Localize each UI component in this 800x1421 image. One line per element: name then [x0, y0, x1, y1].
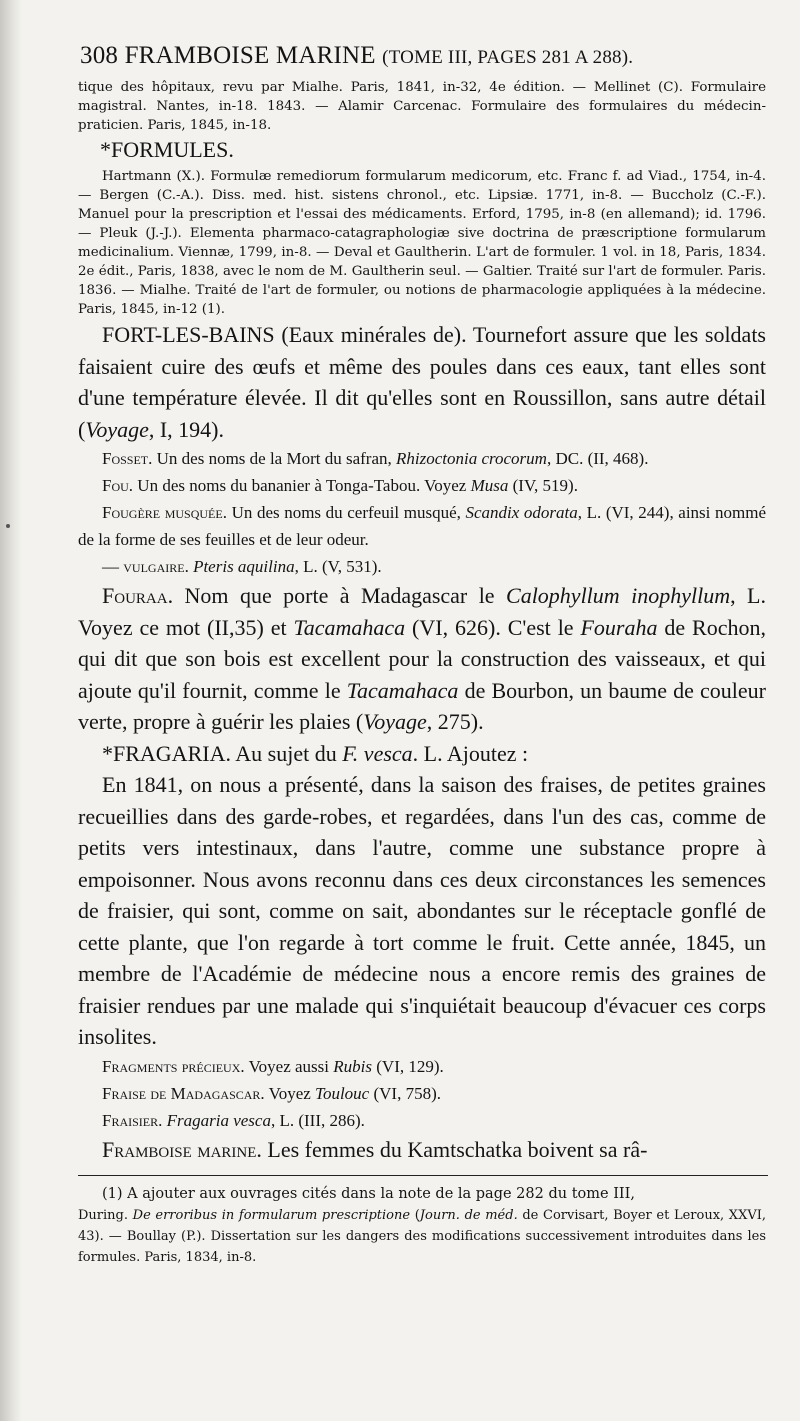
book-spine-shadow [0, 0, 22, 1421]
entry-fraisier: Fraisier. Fragaria vesca, L. (III, 286). [102, 1110, 365, 1130]
footnote-first-line: (1) A ajouter aux ouvrages cités dans la note de la page 282 du tome III, [102, 1186, 635, 1202]
entry-fraise-de-madagascar: Fraise de Madagascar. Voyez Toulouc (VI, 758). [102, 1083, 441, 1103]
header-title: FRAMBOISE MARINE [124, 42, 376, 69]
entry-fouraa: Fouraa. Nom que porte à Madagascar le Calophyllum inophyllum, L. Voyez ce mot (II,35) et Tacamahaca (VI, 626). C'est le Fouraha de Rochon, qui dit que son bois est excellent pour la construction des vaisseaux, et qui ajoute qu'il fournit, comme le Tacamahaca de Bourbon, un baume de couleur verte, propre à guérir les plaies (Voyage, 275). [78, 583, 767, 734]
entry-fragaria: *FRAGARIA. Au sujet du F. vesca. L. Ajoutez : [102, 740, 529, 766]
entry-lead: FORT-LES-BAINS [102, 322, 275, 347]
margin-mark [6, 524, 10, 528]
header-reference: (TOME III, PAGES 281 A 288). [382, 47, 634, 68]
entry-fragments-precieux: Fragments précieux. Voyez aussi Rubis (VI, 129). [102, 1056, 444, 1076]
entry-fougere-musquee: Fougère musquée. Un des noms du cerfeuil musqué, Scandix odorata, L. (VI, 244), ainsi nommé de la forme de ses feuilles et de leur odeur. [78, 503, 766, 549]
entry-fort-les-bains: FORT-LES-BAINS (Eaux minérales de). Tournefort assure que les soldats faisaient cuire des œufs et même des poules dans ces eaux, tant elles sont d'une température élevée. Il dit qu'elles sont en Roussillon, sans autre détail (Voyage, I, 194). [78, 322, 766, 442]
entry-fosset: Fosset. Un des noms de la Mort du safran, Rhizoctonia crocorum, DC. (II, 468). [102, 449, 649, 468]
entry-fougere-vulgaire: — vulgaire. Pteris aquilina, L. (V, 531). [102, 557, 382, 576]
section-heading-formules: *FORMULES. [100, 137, 234, 162]
formules-bibliography: Hartmann (X.). Formulæ remediorum formularum medicorum, etc. Franc f. ad Viad., 1754, in-4. — Bergen (C.-A.). Diss. med. hist. sistens chronol., etc. Lipsiæ. 1771, in-8. — Buccholz (C.-F.). Manuel pour la prescription et l'essai des médicaments. Erford, 1795, in-8 (en allemand); id. 1796. — Pleuk (J.-J.). Elementa pharmaco-catagraphologiæ sive doctrina de præscriptione formularum medicinalium. Viennæ, 1799, in-8. — Deval et Gaultherin. L'art de formuler. 1 vol. in 18, Paris, 1834. 2e édit., Paris, 1838, avec le nom de M. Gaultherin seul. — Galtier. Traité sur l'art de formuler. Paris. 1836. — Mialhe. Traité de l'art de formuler, ou notions de pharmacologie appliquées à la médecine. Paris, 1845, in-12 (1). [78, 169, 766, 317]
running-header [80, 40, 766, 74]
footnote-body: During. De erroribus in formularum prescriptione (Journ. de méd. de Corvisart, Boyer et Leroux, XXVI, 43). — Boullay (P.). Dissertation sur les dangers des modifications successivement introduites dans les formules. Paris, 1834, in-8. [78, 1208, 766, 1265]
entry-framboise-marine: Framboise marine. Les femmes du Kamtschatka boivent sa râ- [102, 1136, 648, 1162]
footnote-divider [78, 1175, 768, 1176]
page-number: 308 [80, 42, 119, 69]
entry-fou: Fou. Un des noms du bananier à Tonga-Tabou. Voyez Musa (IV, 519). [102, 476, 578, 495]
footnote [78, 1184, 766, 1268]
continued-paragraph: tique des hôpitaux, revu par Mialhe. Paris, 1841, in-32, 4e édition. — Mellinet (C). Formulaire magistral. Nantes, in-18. 1843. — Alamir Carcenac. Formulaire des formulaires du médecin-praticien. Paris, 1845, in-18. [78, 80, 766, 133]
fragaria-body: En 1841, on nous a présenté, dans la saison des fraises, de petites graines recueillies dans des garde-robes, et regardées, dans l'un des cas, comme de petits vers intestinaux, dans l'autre, comme une substance propre à empoisonner. Nous avons reconnu dans ces deux circonstances les semences de fraisier, qui sont, comme on sait, abondantes sur le réceptacle gonflé de cette plante, que l'on regarde à tort comme le fruit. Cette année, 1845, un membre de l'Académie de médecine nous a encore remis des graines de fraisier rendues par une malade qui s'inquiétait beaucoup d'évacuer ces corps insolites. [78, 772, 766, 1049]
